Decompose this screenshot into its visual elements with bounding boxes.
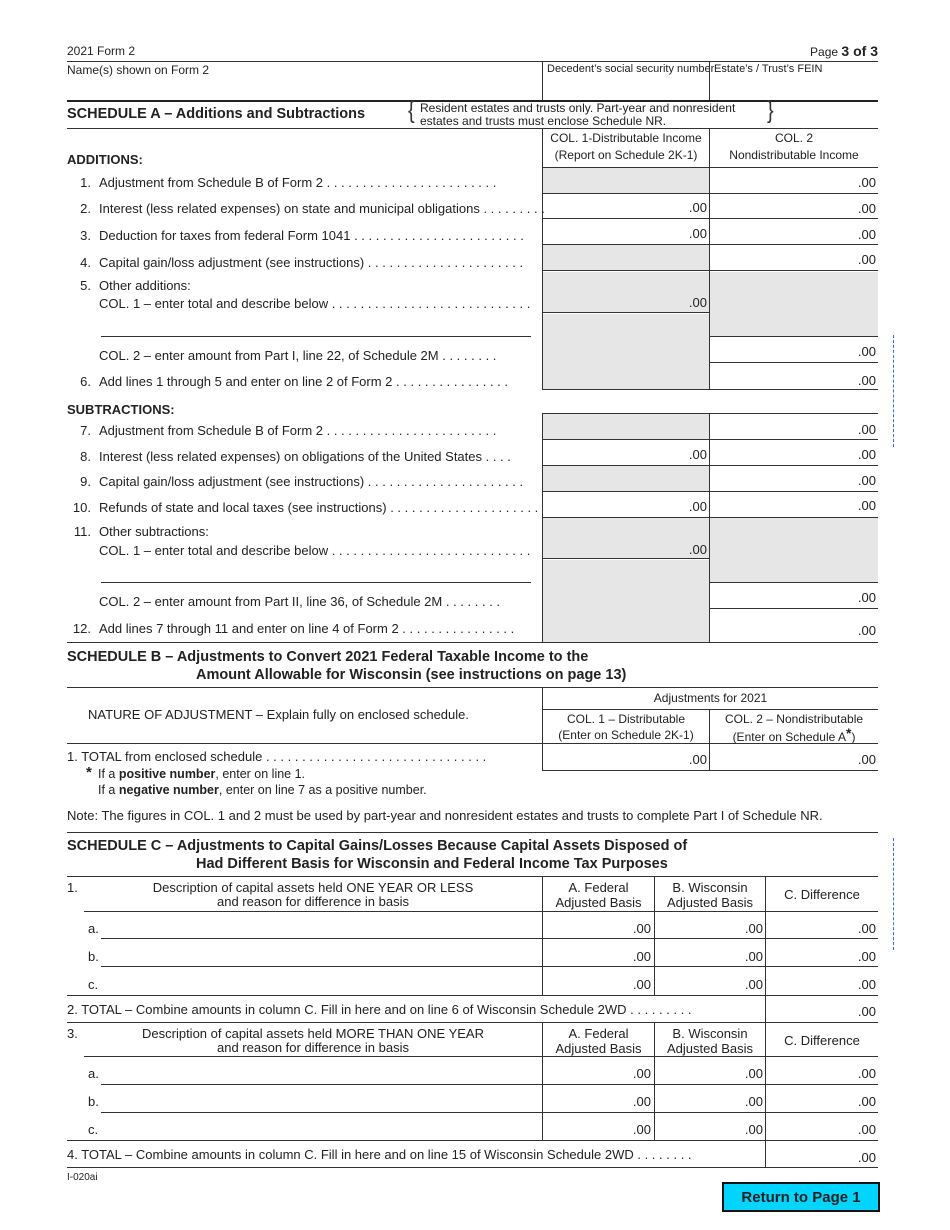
row-1b-col-a[interactable]: .00 [632,949,651,964]
sched-b-col2-header [710,712,878,744]
row-3b-col-a[interactable]: .00 [632,1094,651,1109]
shaded-cell [543,244,709,270]
description-line[interactable] [101,1084,542,1085]
col-a-line1: A. Federal [568,1026,629,1041]
line-8-label: Interest (less related expenses) on obligations of the United States . . . . [99,449,511,464]
rule [542,218,878,219]
right-brace: } [767,97,774,125]
line-12-col2-amount[interactable]: .00 [857,623,876,638]
row-label: c. [88,1122,99,1137]
rule [542,966,878,967]
line-5-col1-label: COL. 1 – enter total and describe below . . . . . . . . . . . . . . . . . . . . . . . . . . . . [99,296,531,311]
row-3c-col-b[interactable]: .00 [744,1122,763,1137]
shaded-cell [710,518,878,582]
header-divider [542,61,543,100]
header-rule [67,61,878,62]
sched-b-col2-close: ) [851,730,856,744]
line-2-label: Interest (less related expenses) on state and municipal obligations . . . . . . . . . [99,201,545,216]
line-number: 9. [80,474,91,489]
row-1c-col-b[interactable]: .00 [744,977,763,992]
line-5-col1-amount[interactable]: .00 [688,295,707,310]
col-b-header [655,880,765,910]
line-5-col2-amount[interactable]: .00 [857,344,876,359]
line-9-col2-amount[interactable]: .00 [857,473,876,488]
return-to-page-1-button[interactable]: Return to Page 1 [722,1182,880,1212]
sched-b-col2-text: (Enter on Schedule A [732,730,846,744]
adjustments-header: Adjustments for 2021 [653,691,768,705]
row-1c-col-c[interactable]: .00 [857,977,876,992]
col-divider [765,876,766,1024]
rule [542,312,709,313]
line-1-label: Adjustment from Schedule B of Form 2 . . . . . . . . . . . . . . . . . . . . . . . . [99,175,497,190]
rule [542,709,878,710]
rule [67,995,878,996]
line-1-col2-amount[interactable]: .00 [857,175,876,190]
line-11-col1-amount[interactable]: .00 [688,542,707,557]
rule [67,642,878,643]
col1-header [543,131,709,162]
rule [542,270,878,271]
col2-header-line1: COL. 2 [774,131,813,145]
line-10-col1-amount[interactable]: .00 [688,499,707,514]
schedule-a-note-1: Resident estates and trusts only. Part-year and nonresident [420,101,736,115]
sched-b-col2-amount[interactable]: .00 [857,752,876,767]
col-b-line1: B. Wisconsin [672,880,748,895]
row-1b-col-c[interactable]: .00 [857,949,876,964]
row-3a-col-a[interactable]: .00 [632,1066,651,1081]
row-3a-col-b[interactable]: .00 [744,1066,763,1081]
rule [542,770,878,771]
total-2-amount[interactable]: .00 [857,1004,876,1019]
rule [67,743,878,744]
rule [709,608,878,609]
form-label: 2021 Form 2 [67,44,136,58]
row-1a-col-a[interactable]: .00 [632,921,651,936]
section-1-number: 1. [67,880,78,895]
col-divider [542,1022,543,1140]
shaded-cell [543,167,709,193]
description-line[interactable] [101,1112,542,1113]
rule [542,491,878,492]
left-brace: { [408,97,415,125]
rule [67,1022,878,1023]
line-3-label: Deduction for taxes from federal Form 1041 . . . . . . . . . . . . . . . . . . . . . . . . [99,228,524,243]
row-label: a. [88,921,99,936]
sched-b-col1-line2: (Enter on Schedule 2K-1) [558,728,694,742]
page-indicator [810,43,878,59]
schedule-a-title: SCHEDULE A – Additions and Subtractions [67,106,366,122]
rule [67,128,878,129]
line-6-col2-amount[interactable]: .00 [857,373,876,388]
section-3-description [84,1026,542,1055]
row-label: c. [88,977,99,992]
fein-label: Estate’s / Trust’s FEIN [714,63,823,75]
col-a-header [543,1026,654,1056]
line-text: Add lines 1 through 5 and enter on line 2 of Form 2 [99,374,393,389]
col-a-header [543,880,654,910]
rule [67,876,878,877]
rule [542,1084,878,1085]
total-2-label: 2. TOTAL – Combine amounts in column C. Fill in here and on line 6 of Wisconsin Schedule 2WD . . . . . . . . . [67,1002,692,1017]
schedule-b-note: Note: The figures in COL. 1 and 2 must be used by part-year and nonresident estates and trusts to complete Part I of Schedule NR. [67,808,823,823]
row-3c-col-c[interactable]: .00 [857,1122,876,1137]
line-8-col2-amount[interactable]: .00 [857,447,876,462]
line-9-label: Capital gain/loss adjustment (see instructions) . . . . . . . . . . . . . . . . . . . . . . [99,474,524,489]
col-a-line2: Adjusted Basis [555,895,642,910]
shaded-cell [543,413,709,439]
col-divider [542,876,543,996]
shaded-cell [543,560,709,642]
rule [542,439,878,440]
line-number: 1. [80,175,91,190]
sched-b-col1-header [543,712,709,742]
line-8-col1-amount[interactable]: .00 [688,447,707,462]
page-number: 3 of 3 [841,43,878,59]
row-3b-col-c[interactable]: .00 [857,1094,876,1109]
line-11-col2-amount[interactable]: .00 [857,590,876,605]
line-number: 3. [80,228,91,243]
line-text: Interest (less related expenses) on obligations of the United States [99,449,482,464]
row-3c-col-a[interactable]: .00 [632,1122,651,1137]
page-prefix: Page [810,45,839,59]
rule [709,362,878,363]
ssn-label: Decedent’s social security number [547,63,715,75]
fein-field[interactable] [712,76,876,98]
describe-line[interactable] [101,336,531,337]
line-11-col2-label: COL. 2 – enter amount from Part II, line 36, of Schedule 2M . . . . . . . . [99,594,501,609]
line-4-label: Capital gain/loss adjustment (see instructions) . . . . . . . . . . . . . . . . . . . . . . [99,255,524,270]
row-label: a. [88,1066,99,1081]
shaded-cell [543,314,709,390]
nature-of-adjustment: NATURE OF ADJUSTMENT – Explain fully on enclosed schedule. [88,707,469,722]
line-text: Adjustment from Schedule B of Form 2 [99,175,323,190]
row-1b-col-b[interactable]: .00 [744,949,763,964]
line-text: COL. 2 – enter amount from Part II, line 36, of Schedule 2M [99,594,443,609]
col-divider [654,1022,655,1140]
line-text: Capital gain/loss adjustment (see instructions) [99,474,365,489]
shaded-cell [710,272,878,336]
positive-number-note [98,767,305,781]
line-text: COL. 1 – enter total and describe below [99,543,329,558]
line-7-label: Adjustment from Schedule B of Form 2 . . . . . . . . . . . . . . . . . . . . . . . . [99,423,497,438]
line-3-col2-amount[interactable]: .00 [857,227,876,242]
line-number: 8. [80,449,91,464]
rule [84,1056,878,1057]
col2-header [710,131,878,162]
line-number: 7. [80,423,91,438]
rule [542,389,878,390]
section-3-desc-line2: and reason for difference in basis [217,1040,409,1055]
rule [542,938,878,939]
line-11-label: Other subtractions: [99,524,209,539]
row-label: b. [88,949,99,964]
rule [67,1140,878,1141]
col1-header-line2: (Report on Schedule 2K-1) [554,148,698,162]
line-number: 10. [72,500,91,515]
rule [67,832,878,833]
line-11-col1-label: COL. 1 – enter total and describe below . . . . . . . . . . . . . . . . . . . . . . . . . . . . [99,543,531,558]
total-4-label: 4. TOTAL – Combine amounts in column C. Fill in here and on line 15 of Wisconsin Schedule 2WD . . . . . . . . [67,1147,692,1162]
shaded-cell [543,465,709,491]
line-text: Adjustment from Schedule B of Form 2 [99,423,323,438]
col1-header-line1: COL. 1-Distributable Income [550,131,702,145]
line-text: Refunds of state and local taxes (see instructions) [99,500,387,515]
row-1a-col-c[interactable]: .00 [857,921,876,936]
margin-marker [893,838,894,950]
schedule-b-title-1: SCHEDULE B – Adjustments to Convert 2021 Federal Taxable Income to the [67,649,589,665]
col-divider [765,1022,766,1167]
section-3-desc-line1: Description of capital assets held MORE THAN ONE YEAR [142,1026,484,1041]
sched-b-col1-line1: COL. 1 – Distributable [566,712,686,726]
description-line[interactable] [101,938,542,939]
line-text: 1. TOTAL from enclosed schedule [67,749,263,764]
note-text: If a [98,783,119,797]
section-1-desc-line2: and reason for difference in basis [217,894,409,909]
total-4-amount[interactable]: .00 [857,1150,876,1165]
header-divider [709,61,710,100]
rule [709,582,878,583]
note-text: If a [98,767,119,781]
line-number: 5. [80,278,91,293]
line-number: 6. [80,374,91,389]
names-label: Name(s) shown on Form 2 [67,63,210,77]
schedule-c-title-2: Had Different Basis for Wisconsin and Federal Income Tax Purposes [196,856,668,872]
col-divider [654,876,655,996]
col-c-header: C. Difference [784,887,860,902]
line-7-col2-amount[interactable]: .00 [857,422,876,437]
schedule-a-note-2: estates and trusts must enclose Schedule NR. [420,114,667,128]
note-text: , enter on line 7 as a positive number. [218,783,427,797]
section-3-number: 3. [67,1026,78,1041]
rule [542,193,878,194]
line-number: 2. [80,201,91,216]
row-1a-col-b[interactable]: .00 [744,921,763,936]
negative-number-note [98,783,427,797]
schedule-b-title-2: Amount Allowable for Wisconsin (see instructions on page 13) [196,667,627,683]
section-1-desc-line1: Description of capital assets held ONE YEAR OR LESS [152,880,474,895]
line-number: 4. [80,255,91,270]
ssn-field[interactable] [545,76,705,98]
line-text: COL. 2 – enter amount from Part I, line 22, of Schedule 2M [99,348,439,363]
sched-b-col2-line2 [710,725,878,744]
section-1-description [84,880,542,909]
rule [542,244,878,245]
describe-line[interactable] [101,582,531,583]
line-10-label: Refunds of state and local taxes (see instructions) . . . . . . . . . . . . . . . . . . . . . [99,500,539,515]
line-6-label: Add lines 1 through 5 and enter on line 2 of Form 2 . . . . . . . . . . . . . . . . [99,374,508,389]
rule [709,336,878,337]
rule [67,687,878,688]
col-a-line1: A. Federal [568,880,629,895]
names-field[interactable] [67,76,537,98]
line-text: 4. TOTAL – Combine amounts in column C. Fill in here and on line 15 of Wisconsin Schedule 2WD [67,1147,634,1162]
rule [542,465,878,466]
note-text: , enter on line 1. [215,767,306,781]
line-4-col2-amount[interactable]: .00 [857,252,876,267]
additions-heading: ADDITIONS: [67,152,143,167]
line-2-col2-amount[interactable]: .00 [857,201,876,216]
col-b-header [655,1026,765,1056]
sched-b-col1-amount[interactable]: .00 [688,752,707,767]
line-text: COL. 1 – enter total and describe below [99,296,329,311]
col-b-line2: Adjusted Basis [667,895,753,910]
sched-b-total-label: 1. TOTAL from enclosed schedule . . . . . . . . . . . . . . . . . . . . . . . . . . . . . . . [67,749,487,764]
line-12-label: Add lines 7 through 11 and enter on line 4 of Form 2 . . . . . . . . . . . . . . . . [99,621,515,636]
rule [542,413,878,414]
col-b-line2: Adjusted Basis [667,1041,753,1056]
col-b-line1: B. Wisconsin [672,1026,748,1041]
rule [84,911,878,912]
line-text: Deduction for taxes from federal Form 1041 [99,228,351,243]
line-number: 12. [72,621,91,636]
rule [542,1112,878,1113]
description-line[interactable] [101,966,542,967]
star-mark: * [86,764,92,781]
star-mark: * [845,725,852,741]
row-label: b. [88,1094,99,1109]
line-5-label: Other additions: [99,278,191,293]
line-text: Interest (less related expenses) on state and municipal obligations [99,201,480,216]
col-a-line2: Adjusted Basis [555,1041,642,1056]
rule [542,517,878,518]
col2-header-line2: Nondistributable Income [729,148,859,162]
note-bold: positive number [118,767,216,781]
line-number: 11. [73,524,91,539]
sched-b-col2-line1: COL. 2 – Nondistributable [724,712,864,726]
line-text: Capital gain/loss adjustment (see instructions) [99,255,365,270]
line-5-col2-label: COL. 2 – enter amount from Part I, line 22, of Schedule 2M . . . . . . . . [99,348,497,363]
margin-marker [893,335,894,447]
line-2-col1-amount[interactable]: .00 [688,200,707,215]
row-1c-col-a[interactable]: .00 [632,977,651,992]
schedule-c-title-1: SCHEDULE C – Adjustments to Capital Gains/Losses Because Capital Assets Disposed of [67,838,688,854]
line-text: 2. TOTAL – Combine amounts in column C. Fill in here and on line 6 of Wisconsin Schedule 2WD [67,1002,627,1017]
note-bold: negative number [118,783,219,797]
line-10-col2-amount[interactable]: .00 [857,498,876,513]
form-code: I-020ai [67,1172,98,1183]
rule [67,1167,878,1168]
subtractions-heading: SUBTRACTIONS: [67,402,175,417]
rule [542,558,709,559]
col-c-header: C. Difference [784,1033,860,1048]
rule [542,167,878,168]
line-2-col1-amount[interactable]: .00 [688,226,707,241]
line-text: Add lines 7 through 11 and enter on line 4 of Form 2 [99,621,399,636]
row-3b-col-b[interactable]: .00 [744,1094,763,1109]
row-3a-col-c[interactable]: .00 [857,1066,876,1081]
